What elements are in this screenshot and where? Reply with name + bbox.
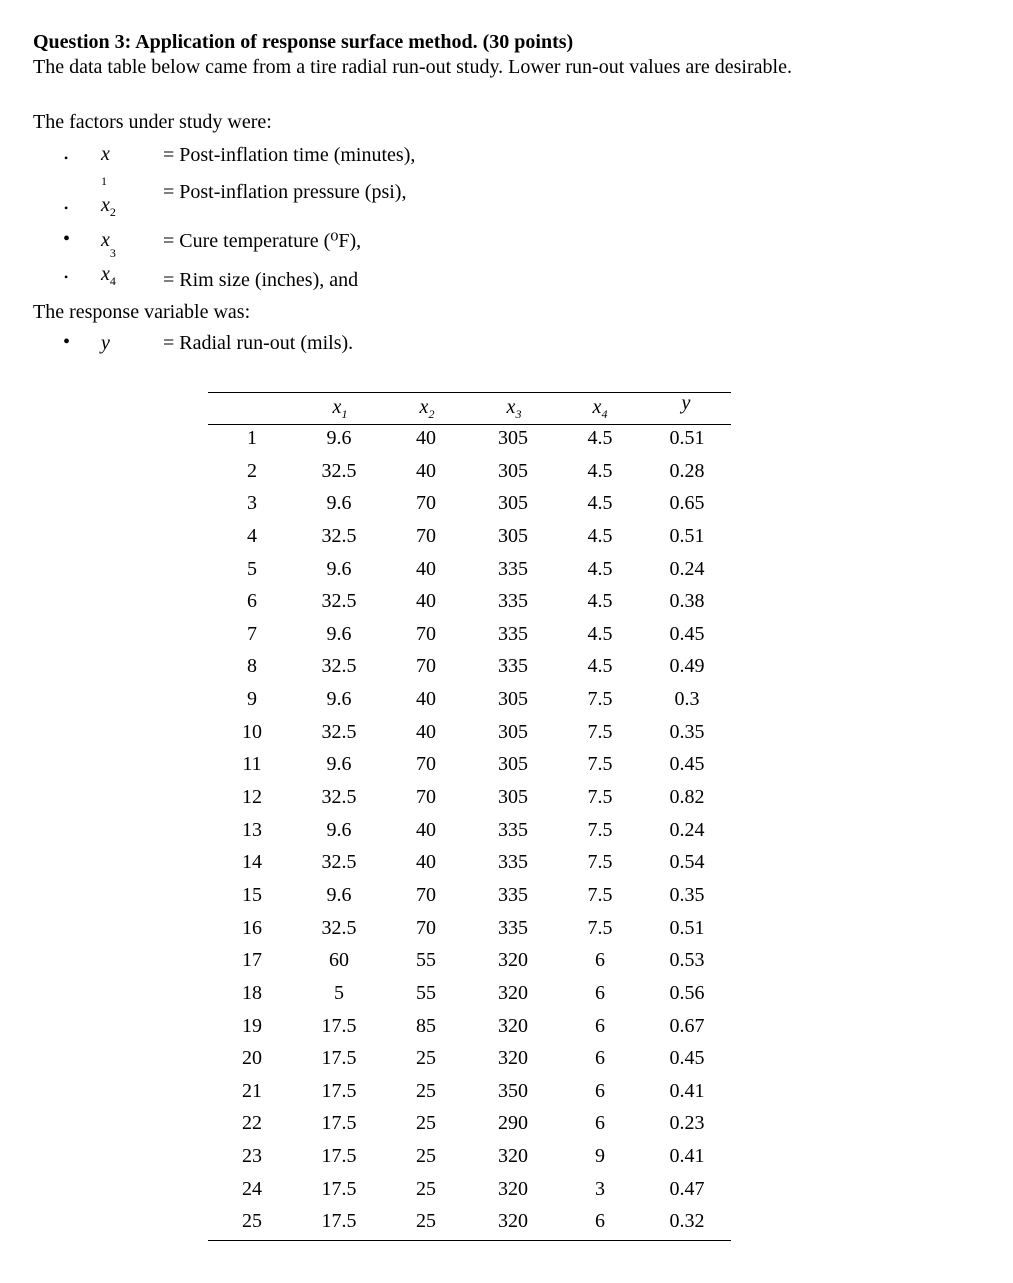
cell-x4: 7.5 [587, 883, 613, 906]
cell-x1: 32.5 [321, 590, 357, 613]
cell-x3: 320 [498, 1047, 528, 1070]
cell-x1: 32.5 [321, 655, 357, 678]
cell-y: 0.53 [669, 949, 705, 972]
cell-x3: 335 [498, 590, 528, 613]
cell-x3: 335 [498, 557, 528, 580]
cell-y: 0.45 [669, 622, 705, 645]
cell-x3: 320 [498, 1145, 528, 1168]
cell-x1: 9.6 [326, 818, 352, 841]
cell-y: 0.45 [669, 753, 705, 776]
cell-x3: 320 [498, 949, 528, 972]
cell-run: 2 [247, 459, 257, 482]
cell-x3: 305 [498, 524, 528, 547]
cell-x3: 335 [498, 851, 528, 874]
cell-x1: 9.6 [326, 883, 352, 906]
table-row [208, 816, 731, 849]
table-bottom-rule [208, 1240, 731, 1241]
cell-x1: 32.5 [321, 524, 357, 547]
table-row [208, 555, 731, 588]
cell-x4: 4.5 [587, 524, 613, 547]
cell-y: 0.54 [669, 851, 705, 874]
cell-x2: 25 [416, 1079, 436, 1102]
cell-x2: 25 [416, 1145, 436, 1168]
table-row [208, 848, 731, 881]
cell-run: 16 [242, 916, 262, 939]
cell-x1: 32.5 [321, 459, 357, 482]
cell-x4: 4.5 [587, 492, 613, 515]
table-row [208, 881, 731, 914]
cell-x4: 4.5 [587, 590, 613, 613]
cell-run: 1 [247, 427, 257, 449]
table-row [208, 1012, 731, 1045]
cell-run: 14 [242, 851, 262, 874]
cell-x4: 6 [595, 949, 605, 972]
cell-y: 0.41 [669, 1145, 705, 1168]
cell-x3: 335 [498, 818, 528, 841]
cell-x4: 7.5 [587, 916, 613, 939]
cell-x4: 4.5 [587, 622, 613, 645]
cell-run: 17 [242, 949, 262, 972]
cell-x3: 305 [498, 492, 528, 515]
cell-x2: 40 [416, 590, 436, 613]
cell-x3: 305 [498, 459, 528, 482]
bullet-icon: • [64, 270, 69, 284]
cell-run: 23 [242, 1145, 262, 1168]
cell-x1: 9.6 [326, 622, 352, 645]
table-row [208, 1175, 731, 1208]
cell-run: 4 [247, 524, 257, 547]
table-row [208, 652, 731, 685]
cell-x2: 85 [416, 1014, 436, 1037]
cell-y: 0.65 [669, 492, 705, 515]
cell-run: 24 [242, 1177, 262, 1200]
cell-x1: 9.6 [326, 753, 352, 776]
table-row [208, 424, 731, 457]
cell-x2: 55 [416, 949, 436, 972]
response-heading: The response variable was: [33, 301, 251, 323]
factor-1-sub: 1 [101, 174, 107, 188]
question-intro: The data table below came from a tire radial run-out study. Lower run-out values are desirable. [33, 56, 792, 78]
bullet-icon: • [64, 201, 69, 215]
cell-y: 0.67 [669, 1014, 705, 1037]
cell-x2: 25 [416, 1047, 436, 1070]
table-row [208, 1207, 731, 1240]
cell-y: 0.35 [669, 720, 705, 743]
table-top-rule [208, 392, 731, 393]
cell-y: 0.51 [669, 524, 705, 547]
factor-4-var: $x_4$ [101, 263, 116, 288]
cell-x1: 17.5 [321, 1014, 357, 1037]
cell-run: 7 [247, 622, 257, 645]
cell-x1: 17.5 [321, 1047, 357, 1070]
cell-run: 25 [242, 1210, 262, 1233]
table-row [208, 750, 731, 783]
cell-x3: 320 [498, 1014, 528, 1037]
col-header-x1: $x_1$ [332, 396, 348, 421]
cell-x1: 9.6 [326, 557, 352, 580]
cell-y: 0.45 [669, 1047, 705, 1070]
cell-y: 0.82 [669, 786, 705, 809]
bullet-icon: • [64, 151, 69, 165]
cell-x2: 40 [416, 557, 436, 580]
cell-x4: 4.5 [587, 655, 613, 678]
cell-run: 18 [242, 981, 262, 1004]
cell-x2: 70 [416, 753, 436, 776]
cell-y: 0.23 [669, 1112, 705, 1135]
table-row [208, 718, 731, 751]
table-row [208, 489, 731, 522]
bullet-icon: • [63, 228, 71, 250]
factor-2-desc: = Post-inflation pressure (psi), [163, 181, 407, 203]
cell-x3: 290 [498, 1112, 528, 1135]
cell-x2: 25 [416, 1210, 436, 1233]
table-row [208, 620, 731, 653]
cell-x4: 6 [595, 1047, 605, 1070]
cell-run: 8 [247, 655, 257, 678]
factor-3-var: $x_3$ [101, 229, 116, 260]
table-row [208, 979, 731, 1012]
cell-x4: 6 [595, 1079, 605, 1102]
cell-y: 0.51 [669, 427, 705, 449]
factor-3-desc: = Cure temperature (⁰F), [163, 230, 362, 252]
cell-y: 0.24 [669, 557, 705, 580]
cell-run: 13 [242, 818, 262, 841]
cell-y: 0.51 [669, 916, 705, 939]
cell-x4: 7.5 [587, 786, 613, 809]
cell-x4: 4.5 [587, 557, 613, 580]
table-row [208, 522, 731, 555]
table-row [208, 1044, 731, 1077]
factors-heading: The factors under study were: [33, 111, 272, 133]
cell-x4: 7.5 [587, 720, 613, 743]
cell-x3: 320 [498, 1177, 528, 1200]
cell-x2: 70 [416, 786, 436, 809]
cell-x4: 4.5 [587, 427, 613, 449]
cell-x3: 335 [498, 916, 528, 939]
table-row [208, 685, 731, 718]
cell-x4: 9 [595, 1145, 605, 1168]
cell-x3: 320 [498, 981, 528, 1004]
cell-run: 11 [242, 753, 262, 776]
response-desc: = Radial run-out (mils). [163, 332, 354, 354]
table-row [208, 1109, 731, 1142]
cell-y: 0.3 [674, 688, 700, 711]
cell-x3: 305 [498, 786, 528, 809]
cell-x1: 9.6 [326, 492, 352, 515]
cell-x2: 40 [416, 427, 436, 449]
cell-y: 0.47 [669, 1177, 705, 1200]
cell-x2: 70 [416, 655, 436, 678]
table-row [208, 587, 731, 620]
cell-run: 12 [242, 786, 262, 809]
cell-x4: 7.5 [587, 688, 613, 711]
cell-x4: 6 [595, 1014, 605, 1037]
cell-x2: 70 [416, 622, 436, 645]
cell-x1: 60 [329, 949, 349, 972]
response-var: y [101, 332, 110, 354]
cell-x4: 6 [595, 1210, 605, 1233]
cell-x3: 305 [498, 427, 528, 449]
cell-x1: 32.5 [321, 786, 357, 809]
cell-x4: 7.5 [587, 851, 613, 874]
col-header-y: y [681, 392, 691, 414]
cell-x3: 335 [498, 883, 528, 906]
cell-x4: 4.5 [587, 459, 613, 482]
data-table [208, 424, 731, 1240]
table-row [208, 914, 731, 947]
cell-x2: 40 [416, 818, 436, 841]
cell-x2: 70 [416, 916, 436, 939]
cell-y: 0.38 [669, 590, 705, 613]
cell-x2: 40 [416, 459, 436, 482]
cell-x1: 5 [334, 981, 344, 1004]
cell-run: 19 [242, 1014, 262, 1037]
cell-x1: 9.6 [326, 688, 352, 711]
bullet-icon: • [63, 331, 71, 353]
table-row [208, 457, 731, 490]
cell-run: 20 [242, 1047, 262, 1070]
table-row [208, 1077, 731, 1110]
cell-y: 0.35 [669, 883, 705, 906]
cell-y: 0.49 [669, 655, 705, 678]
cell-run: 22 [242, 1112, 262, 1135]
cell-run: 5 [247, 557, 257, 580]
cell-x1: 17.5 [321, 1112, 357, 1135]
cell-x3: 305 [498, 753, 528, 776]
cell-y: 0.41 [669, 1079, 705, 1102]
cell-x1: 32.5 [321, 916, 357, 939]
cell-x4: 6 [595, 981, 605, 1004]
col-header-x4: $x_4$ [592, 396, 608, 421]
cell-x1: 17.5 [321, 1177, 357, 1200]
col-header-x2: $x_2$ [419, 396, 435, 421]
cell-x2: 40 [416, 688, 436, 711]
cell-x4: 3 [595, 1177, 605, 1200]
cell-y: 0.56 [669, 981, 705, 1004]
table-row [208, 946, 731, 979]
cell-x2: 25 [416, 1177, 436, 1200]
cell-x2: 25 [416, 1112, 436, 1135]
cell-run: 9 [247, 688, 257, 711]
factor-1-desc: = Post-inflation time (minutes), [163, 144, 416, 166]
cell-x3: 350 [498, 1079, 528, 1102]
factor-2-var: $x_2$ [101, 194, 116, 219]
cell-x4: 7.5 [587, 818, 613, 841]
cell-run: 15 [242, 883, 262, 906]
cell-x2: 70 [416, 492, 436, 515]
cell-x3: 335 [498, 655, 528, 678]
cell-run: 3 [247, 492, 257, 515]
table-row [208, 783, 731, 816]
cell-y: 0.24 [669, 818, 705, 841]
cell-x1: 32.5 [321, 851, 357, 874]
factor-4-desc: = Rim size (inches), and [163, 269, 359, 291]
factor-1-var: x [101, 143, 110, 165]
cell-x2: 40 [416, 720, 436, 743]
cell-run: 21 [242, 1079, 262, 1102]
cell-x1: 32.5 [321, 720, 357, 743]
cell-x4: 7.5 [587, 753, 613, 776]
cell-x1: 17.5 [321, 1145, 357, 1168]
cell-x3: 305 [498, 720, 528, 743]
cell-x4: 6 [595, 1112, 605, 1135]
cell-x3: 305 [498, 688, 528, 711]
cell-x2: 70 [416, 524, 436, 547]
cell-x1: 17.5 [321, 1210, 357, 1233]
col-header-x3: $x_3$ [506, 396, 522, 421]
cell-run: 6 [247, 590, 257, 613]
cell-x3: 320 [498, 1210, 528, 1233]
table-row [208, 1142, 731, 1175]
cell-y: 0.28 [669, 459, 705, 482]
cell-x1: 9.6 [326, 427, 352, 449]
cell-run: 10 [242, 720, 262, 743]
cell-x3: 335 [498, 622, 528, 645]
cell-x2: 55 [416, 981, 436, 1004]
question-title: Question 3: Application of response surface method. (30 points) [33, 31, 574, 53]
cell-x2: 40 [416, 851, 436, 874]
cell-y: 0.32 [669, 1210, 705, 1233]
cell-x1: 17.5 [321, 1079, 357, 1102]
cell-x2: 70 [416, 883, 436, 906]
